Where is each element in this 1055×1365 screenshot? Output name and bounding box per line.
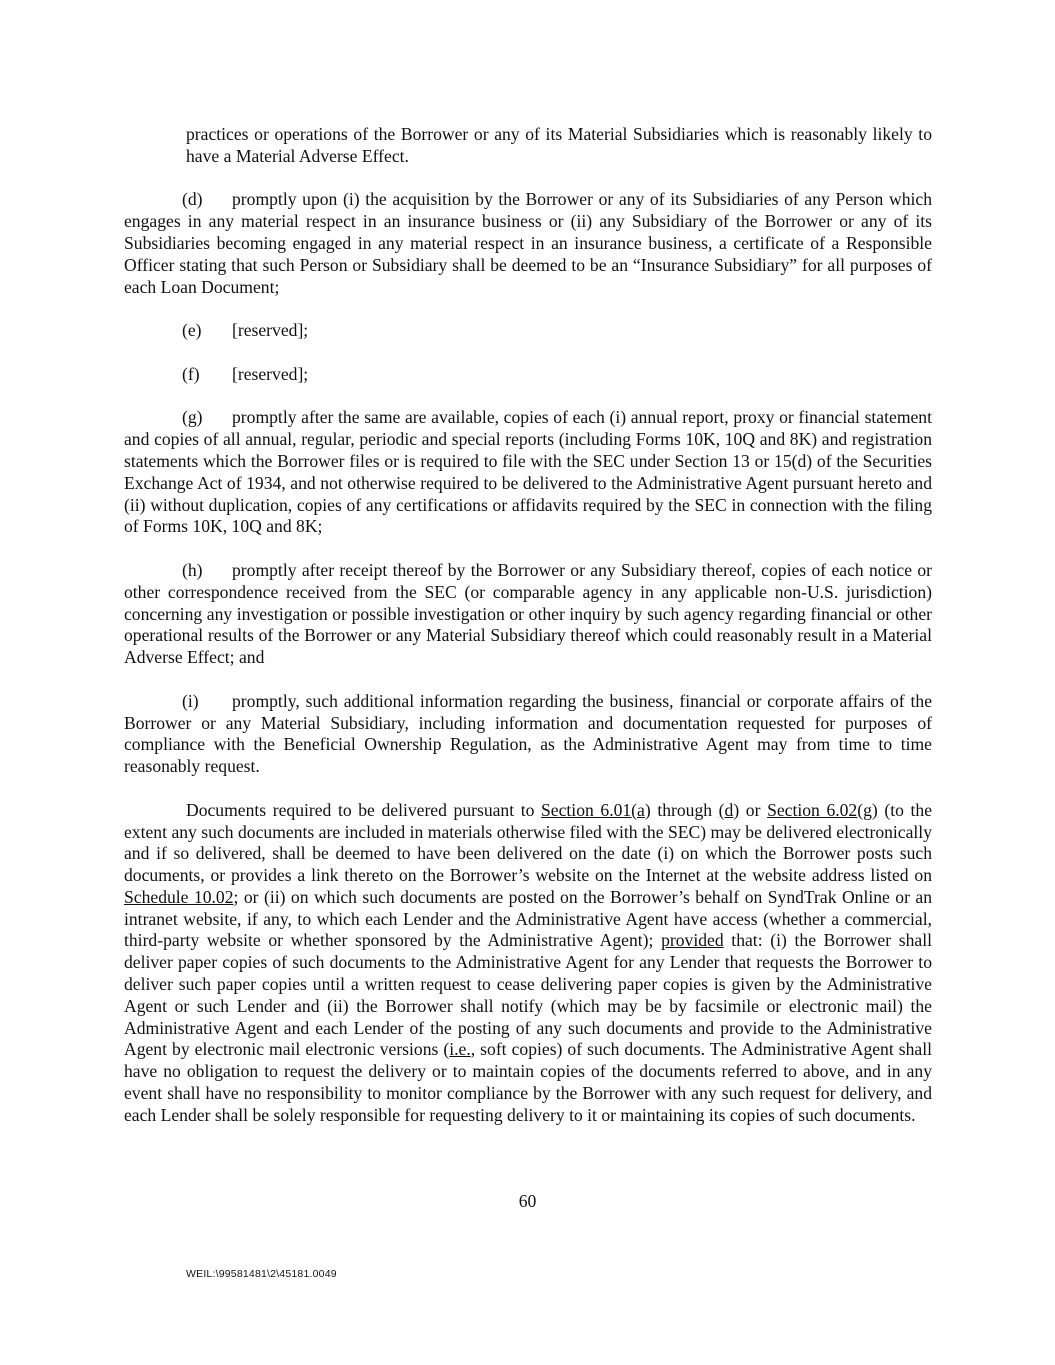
provided-term: provided (661, 930, 724, 951)
clause-label: (h) (182, 559, 203, 580)
page-number: 60 (518, 1191, 537, 1211)
clause-g (124, 407, 932, 538)
continuation-paragraph: practices or operations of the Borrower or any of its Material Subsidiaries which is reasonably likely to have a Material Adverse Effect. (186, 124, 932, 166)
document-body (124, 124, 932, 1127)
ie-term: i.e. (449, 1039, 471, 1060)
clause-i (124, 691, 932, 778)
clause-text: promptly upon (i) the acquisition by the Borrower or any of its Subsidiaries of any Person which engages in any material respect in an insurance business or (ii) any Subsidiary of the Borrower or any of its Subsidiaries becoming engaged in any material respect in an insurance business, a certificate of a Responsible Officer stating that such Person or Subsidiary shall be deemed to be an “Insurance Subsidiary” for all purposes of each Loan Document; (124, 189, 932, 297)
clause-label: (i) (182, 690, 199, 711)
delivery-paragraph: Documents required to be delivered pursuant to Section 6.01(a) through (d) or Section 6.02(g) (to the extent any such documents are included in materials otherwise filed with the SEC) may be delivered electronically and if so delivered, shall be deemed to have been delivered on the date (i) on which the Borrower posts such documents, or provides a link thereto on the Borrower’s website on the Internet at the website address listed on Schedule 10.02; or (ii) on which such documents are posted on the Borrower’s behalf on SyndTrak Online or an intranet website, if any, to which each Lender and the Administrative Agent have access (whether a commercial, third-party website or whether sponsored by the Administrative Agent); provided that: (i) the Borrower shall deliver paper copies of such documents to the Administrative Agent for any Lender that requests the Borrower to deliver such paper copies until a written request to cease delivering paper copies is given by the Administrative Agent or such Lender and (ii) the Borrower shall notify (which may be by facsimile or electronic mail) the Administrative Agent and each Lender of the posting of any such documents and provide to the Administrative Agent by electronic mail electronic versions (i.e., soft copies) of such documents. The Administrative Agent shall have no obligation to request the delivery or to maintain copies of the documents referred to above, and in any event shall have no responsibility to monitor compliance by the Borrower with any such request for delivery, and each Lender shall be solely responsible for requesting delivery to it or maintaining its copies of such documents. (124, 799, 932, 1125)
clause-label: (g) (182, 407, 203, 428)
document-id: WEIL:\99581481\2\45181.0049 (186, 1268, 337, 1280)
clause-text: promptly after receipt thereof by the Borrower or any Subsidiary thereof, copies of each notice or other correspondence received from the SEC (or comparable agency in any applicable non-U.S. jurisdiction) concerning any investigation or possible investigation or other inquiry by such agency regarding financial or other operational results of the Borrower or any Material Subsidiary thereof which could reasonably result in a Material Adverse Effect; and (124, 559, 932, 668)
clause-text: [reserved]; (232, 320, 309, 341)
clause-text: [reserved]; (232, 363, 309, 384)
clause-d-reference: (d) (718, 799, 740, 820)
clause-f (124, 364, 932, 386)
schedule-10-02-reference: Schedule 10.02 (124, 886, 234, 907)
clause-label: (d) (182, 189, 203, 210)
clause-label: (e) (182, 320, 202, 341)
clause-e (124, 320, 932, 342)
clause-label: (f) (182, 363, 200, 384)
clause-d (124, 189, 932, 298)
clause-text: promptly, such additional information regarding the business, financial or corporate affairs of the Borrower or any Material Subsidiary, including information and documentation requested for purposes of compliance with the Beneficial Ownership Regulation, as the Administrative Agent may from time to time reasonably request. (124, 690, 932, 777)
section-6-01a-reference: Section 6.01(a) (541, 799, 651, 820)
section-6-02g-reference: Section 6.02(g) (767, 799, 878, 820)
clause-h (124, 560, 932, 669)
clause-text: promptly after the same are available, copies of each (i) annual report, proxy or financial statement and copies of all annual, regular, periodic and special reports (including Forms 10K, 10Q and 8K) and registration statements which the Borrower files or is required to file with the SEC under Section 13 or 15(d) of the Securities Exchange Act of 1934, and not otherwise required to be delivered to the Administrative Agent pursuant hereto and (ii) without duplication, copies of any certifications or affidavits required by the SEC in connection with the filing of Forms 10K, 10Q and 8K; (124, 407, 932, 537)
